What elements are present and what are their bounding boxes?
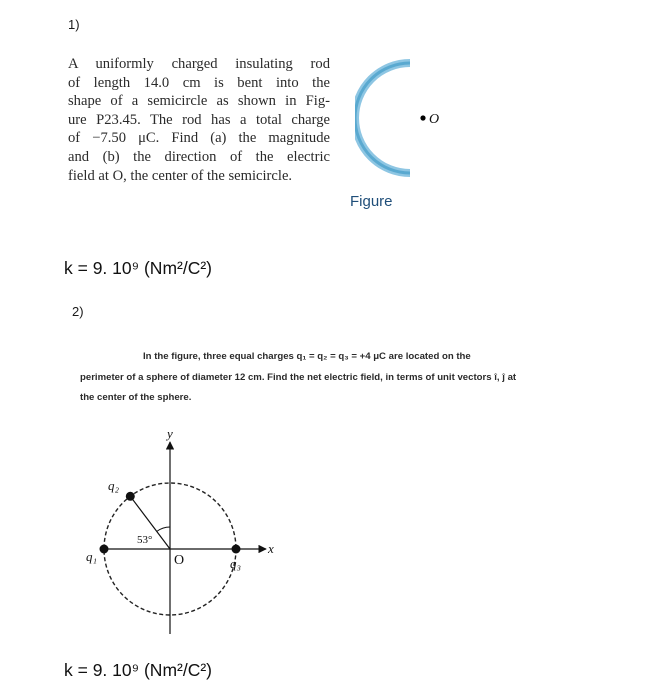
charge-q3-label: q₃ — [230, 556, 242, 571]
charge-q2 — [126, 492, 135, 501]
charge-q1-label: q₁ — [86, 549, 98, 564]
problem-1-line: ure P23.45. The rod has a total charge — [68, 111, 330, 128]
charge-q1 — [100, 545, 109, 554]
problem-1-line: and (b) the direction of the electric — [68, 148, 330, 165]
problem-2-line: In the figure, three equal charges q₁ = q₂ = q₃ = +4 μC are located on the — [143, 351, 471, 362]
problem-1-number: 1) — [68, 17, 80, 32]
center-point — [420, 115, 425, 120]
problem-2-number: 2) — [72, 304, 84, 319]
problem-1-line: shape of a semicircle as shown in Fig- — [68, 93, 330, 110]
angle-label: 53° — [137, 534, 153, 546]
problem-1-text — [68, 55, 330, 185]
problem-1-line: A uniformly charged insulating rod — [68, 56, 330, 72]
charge-q2-label: q₂ — [108, 478, 120, 493]
sphere-figure — [70, 420, 290, 640]
problem-2-line: perimeter of a sphere of diameter 12 cm. Find the net electric field, in terms of unit vectors î, ĵ at — [80, 372, 517, 383]
semicircle-rod — [355, 63, 410, 173]
x-axis-label: x — [268, 541, 274, 556]
semicircle-rod-core — [355, 63, 410, 173]
semicircle-rod-figure — [355, 55, 465, 185]
problem-1-line: of length 14.0 cm is bent into the — [68, 74, 330, 91]
angle-arc — [157, 527, 170, 531]
origin-label: O — [174, 553, 185, 568]
problem-1-constant: k = 9. 10⁹ (Nm²/C²) — [64, 258, 212, 278]
charge-q3 — [232, 545, 241, 554]
problem-2-line: the center of the sphere. — [80, 392, 192, 403]
center-point-label: O — [429, 112, 440, 127]
problem-1-line: of −7.50 μC. Find (a) the magnitude — [68, 130, 330, 147]
problem-1-line: field at O, the center of the semicircle. — [68, 167, 293, 184]
problem-2-constant: k = 9. 10⁹ (Nm²/C²) — [64, 660, 212, 680]
y-axis-label: y — [167, 426, 173, 441]
figure-caption: Figure — [350, 193, 393, 210]
